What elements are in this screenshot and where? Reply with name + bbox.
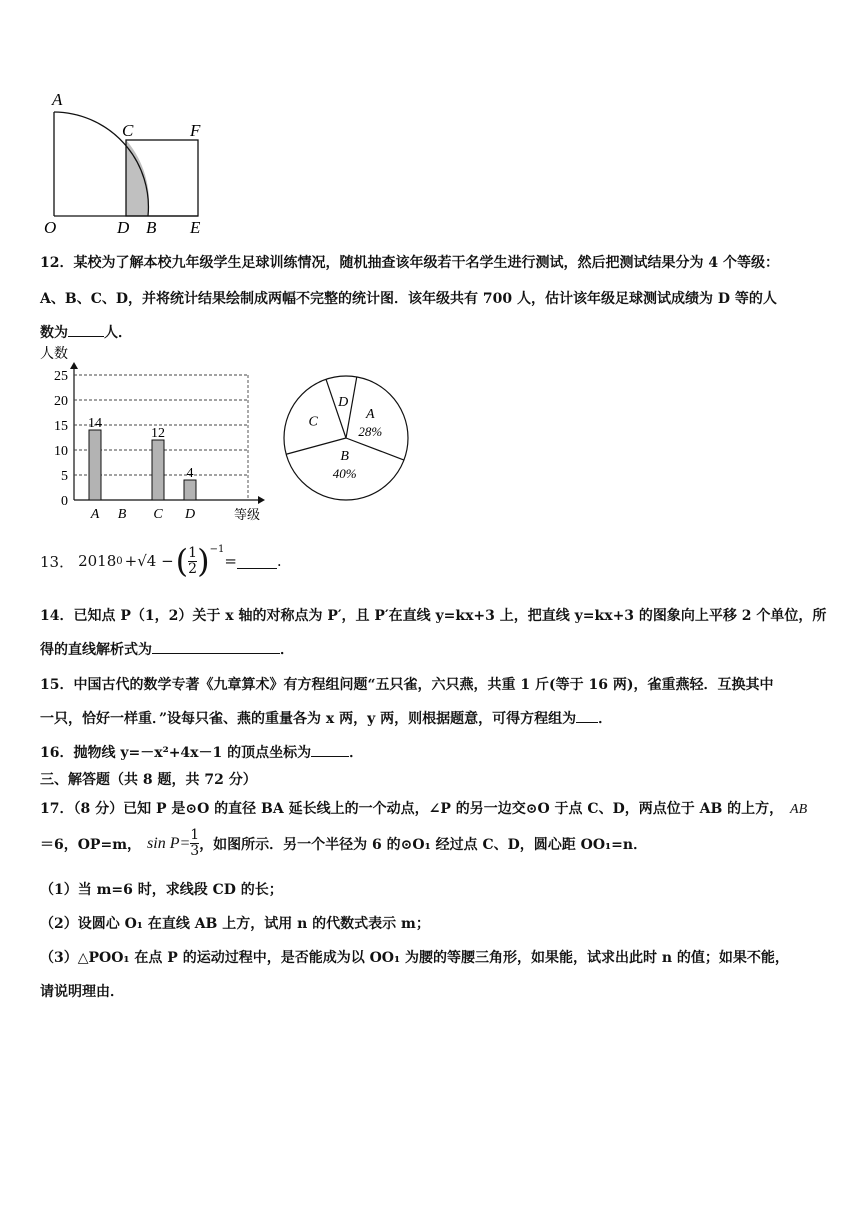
answer-blank — [152, 639, 280, 654]
q17-part4: 请说明理由． — [40, 984, 124, 1000]
q17-line1 — [40, 798, 807, 818]
pie-slice-percent: 28% — [358, 424, 383, 440]
section-heading: 三、解答题（共 8 题，共 72 分） — [40, 772, 257, 788]
bar-chart-data-label: 14 — [88, 416, 102, 431]
bar-chart-ytick: 5 — [61, 469, 68, 484]
q12-line2: A、B、C、D，并将统计结果绘制成两幅不完整的统计图．该年级共有 700 人，估计该年级足球测试成绩为 D 等的人 — [40, 291, 777, 307]
q13-period: . — [276, 552, 282, 570]
pie-slice-label: C — [308, 414, 318, 430]
pie-slice-label: D — [338, 394, 349, 410]
q13-base: 2018 — [78, 552, 117, 570]
q17-part1: （1）当 m=6 时，求线段 CD 的长； — [40, 882, 283, 898]
q17-line2-b: ，如图所示．另一个半径为 6 的⊙O₁ 经过点 C、D，圆心距 OO₁=n． — [199, 836, 648, 853]
q15-line2-prefix: 一只，恰好一样重．”设每只雀、燕的重量各为 x 两，y 两，则根据题意，可得方程组为 — [40, 711, 577, 727]
bar-chart-bar — [184, 480, 196, 500]
label-d: D — [117, 218, 130, 237]
q17-line2-a: ＝6，OP=m， — [40, 836, 142, 853]
q14-line2 — [40, 639, 294, 659]
geometry-figure — [40, 88, 220, 238]
q12-line3-prefix: 数为 — [40, 325, 68, 341]
q17-line1-ab: AB — [790, 802, 808, 817]
bar-chart-data-label: 4 — [186, 466, 194, 481]
q17-part2: （2）设圆心 O₁ 在直线 AB 上方，试用 n 的代数式表示 m； — [40, 916, 430, 932]
q17-sin: sin P= — [147, 834, 191, 852]
bar-chart-category-label: D — [184, 507, 196, 522]
q13-prefix: 13． — [40, 552, 75, 571]
q14-line1: 14．已知点 P（1，2）关于 x 轴的对称点为 P′，且 P′在直线 y=kx+3 上，把直线 y=kx+3 的图象向上平移 2 个单位，所 — [40, 608, 827, 624]
q17-line1-text: 17．（8 分）已知 P 是⊙O 的直径 BA 延长线上的一个动点，∠P 的另一边交⊙O 于点 C、D，两点位于 AB 的上方， — [40, 801, 784, 817]
pie-slice-percent: 40% — [332, 465, 357, 481]
shaded-region — [126, 140, 149, 216]
q13 — [40, 542, 282, 580]
bar-chart-category-label: A — [90, 507, 100, 522]
q13-exp: −1 — [209, 544, 225, 555]
bar-chart-data-label: 12 — [151, 426, 165, 441]
label-o: O — [44, 218, 57, 237]
q13-paren-close: ) — [197, 542, 210, 580]
q12-line1: 12．某校为了解本校九年级学生足球训练情况，随机抽查该年级若干名学生进行测试，然后把测试结果分为 4 个等级： — [40, 255, 779, 271]
bar-chart-ytick: 15 — [54, 419, 68, 434]
bar-chart-x-arrow — [258, 496, 265, 504]
q13-eq: = — [224, 552, 237, 570]
bar-chart-ytick: 20 — [54, 394, 68, 409]
answer-blank — [68, 322, 104, 337]
bar-chart-y-arrow — [70, 362, 78, 369]
q12-line3-suffix: 人． — [104, 325, 132, 341]
label-e: E — [190, 218, 201, 237]
answer-blank — [237, 554, 277, 569]
pie-slice-label: B — [340, 448, 349, 464]
bar-chart-ytick: 0 — [61, 494, 68, 509]
label-f: F — [190, 121, 201, 140]
q15-line2 — [40, 708, 612, 728]
answer-blank — [576, 708, 598, 723]
q13-exp0: 0 — [116, 555, 123, 567]
q16-suffix: ． — [349, 745, 364, 761]
q14-line2-prefix: 得的直线解析式为 — [40, 642, 152, 658]
bar-chart-bar — [152, 440, 164, 500]
q17-fraction: $\frac{1}{3}$ — [190, 827, 200, 859]
bar-chart-ylabel: 人数 — [40, 347, 68, 362]
bar-chart — [38, 343, 270, 523]
q12-line3 — [40, 322, 132, 342]
answer-blank — [311, 742, 349, 757]
q15-line2-suffix: ． — [598, 711, 613, 727]
label-b: B — [146, 218, 157, 237]
label-c: C — [122, 121, 134, 140]
pie-chart — [280, 372, 412, 504]
q16-prefix: 16．抛物线 y=－x²+4x－1 的顶点坐标为 — [40, 745, 312, 761]
label-a: A — [52, 90, 63, 109]
q17-line2 — [40, 828, 647, 859]
q16 — [40, 742, 363, 762]
q13-paren: ( — [175, 542, 189, 580]
q13-fraction: $\frac{1}{2}$ — [188, 544, 198, 577]
q13-plus-sqrt: +√4 − — [124, 552, 174, 570]
bar-chart-category-label: C — [153, 507, 163, 522]
bar-chart-xlabel: 等级 — [234, 507, 261, 522]
q14-line2-suffix: ． — [280, 642, 294, 658]
bar-chart-bar — [89, 430, 101, 500]
bar-chart-ytick: 10 — [54, 444, 68, 459]
bar-chart-ytick: 25 — [54, 369, 68, 384]
bar-chart-category-label: B — [117, 507, 127, 522]
q17-part3: （3）△POO₁ 在点 P 的运动过程中，是否能成为以 OO₁ 为腰的等腰三角形，如果能，试求出此时 n 的值；如果不能， — [40, 950, 789, 966]
pie-slice-label: A — [365, 407, 375, 423]
q15-line1: 15．中国古代的数学专著《九章算术》有方程组问题“五只雀，六只燕，共重 1 斤(等于 16 两)，雀重燕轻．互换其中 — [40, 677, 774, 693]
